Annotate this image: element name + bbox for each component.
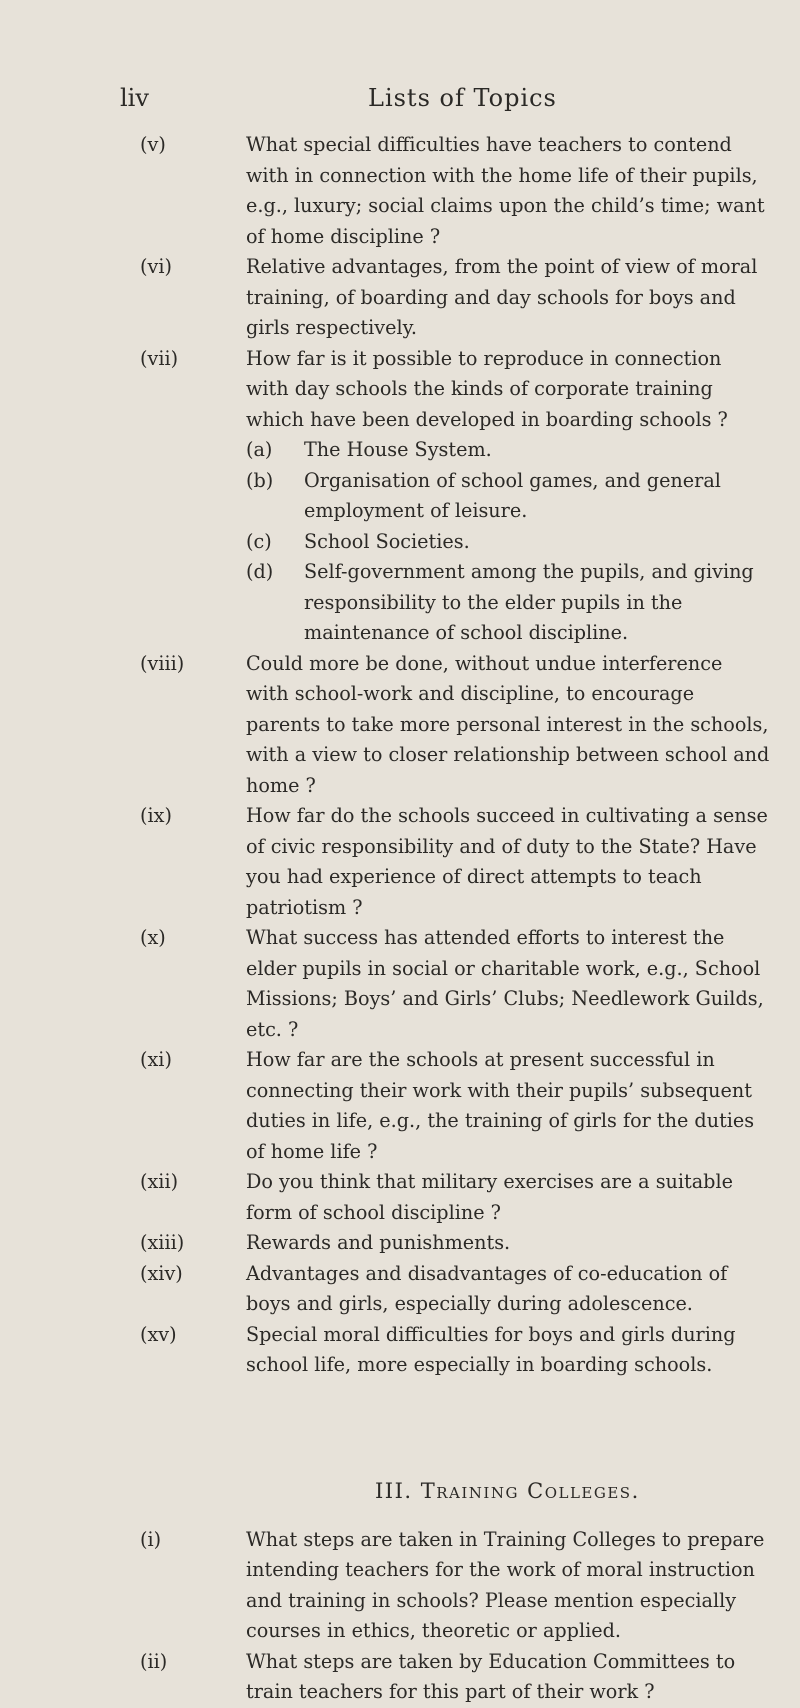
item-text: What steps are taken by Education Committees to train teachers for this part of their work ? xyxy=(246,1649,736,1703)
question-item xyxy=(0,1647,800,1708)
sub-question-item xyxy=(0,527,800,558)
item-text: Organisation of school games, and general employment of leisure. xyxy=(304,468,721,522)
section-heading: III. Training Colleges. xyxy=(375,1478,640,1503)
item-numeral: (vi) xyxy=(140,255,172,278)
item-numeral: (c) xyxy=(246,529,272,553)
item-numeral: (xi) xyxy=(140,1048,172,1071)
item-numeral: (viii) xyxy=(140,651,185,675)
item-text: How far are the schools at present successful in connecting their work with their pupils’ subsequent duties in life, e.g., the training of girls for the duties of home life ? xyxy=(246,1048,755,1163)
item-text: How far is it possible to reproduce in connection with day schools the kinds of corporate training which have been developed in boarding schools ? xyxy=(246,346,728,431)
item-text: School Societies. xyxy=(304,529,470,553)
question-item xyxy=(0,649,800,802)
item-numeral: (xii) xyxy=(140,1170,179,1193)
question-item xyxy=(0,1228,800,1259)
running-title: Lists of Topics xyxy=(368,84,557,112)
item-text: Could more be done, without undue interference with school-work and discipline, to encourage parents to take more personal interest in the schools, with a view to closer relationship between school and home ? xyxy=(246,651,770,797)
page-number: liv xyxy=(120,84,149,112)
question-item xyxy=(0,344,800,436)
question-item xyxy=(0,1167,800,1228)
sub-question-item xyxy=(0,557,800,649)
item-numeral: (ii) xyxy=(140,1649,168,1673)
item-numeral: (vii) xyxy=(140,346,179,370)
question-item xyxy=(0,801,800,923)
item-numeral: (b) xyxy=(246,468,274,492)
sub-question-list xyxy=(0,435,800,649)
question-item xyxy=(0,252,800,344)
page-body xyxy=(0,130,800,1708)
question-item xyxy=(0,1320,800,1381)
item-numeral: (a) xyxy=(246,438,273,461)
item-text: Self-government among the pupils, and giving responsibility to the elder pupils in the maintenance of school discipline. xyxy=(304,560,754,644)
item-text: What special difficulties have teachers to contend with in connection with the home life of their pupils, e.g., luxury; social claims upon the child’s time; want of home discipline ? xyxy=(246,133,765,248)
item-text: Advantages and disadvantages of co-education of boys and girls, especially during adolescence. xyxy=(246,1261,728,1315)
item-text: Relative advantages, from the point of view of moral training, of boarding and day schools for boys and girls respectively. xyxy=(246,255,758,339)
running-head xyxy=(0,84,800,124)
item-numeral: (ix) xyxy=(140,804,172,827)
question-item xyxy=(0,923,800,1045)
question-item xyxy=(0,1525,800,1647)
question-list-part1 xyxy=(0,130,800,435)
item-text: Rewards and punishments. xyxy=(246,1231,511,1254)
item-text: Do you think that military exercises are a suitable form of school discipline ? xyxy=(246,1170,733,1224)
sub-question-item xyxy=(0,435,800,466)
sub-question-item xyxy=(0,466,800,527)
question-item xyxy=(0,1045,800,1167)
item-text: What success has attended efforts to interest the elder pupils in social or charitable work, e.g., School Missions; Boys’ and Girls’ Clubs; Needlework Guilds, etc. ? xyxy=(246,926,764,1041)
item-numeral: (xv) xyxy=(140,1322,177,1346)
item-numeral: (x) xyxy=(140,926,166,949)
item-numeral: (v) xyxy=(140,133,166,156)
item-numeral: (i) xyxy=(140,1527,162,1551)
item-text: How far do the schools succeed in cultivating a sense of civic responsibility and of duty to the State? Have you had experience of direct attempts to teach patriotism ? xyxy=(246,804,768,919)
item-text: Special moral difficulties for boys and girls during school life, more especially in boarding schools. xyxy=(246,1322,736,1376)
item-numeral: (d) xyxy=(246,560,274,583)
item-numeral: (xiv) xyxy=(140,1261,183,1285)
question-list-part3 xyxy=(0,1525,800,1708)
question-item xyxy=(0,130,800,252)
question-list-part2 xyxy=(0,649,800,1381)
question-item xyxy=(0,1259,800,1320)
item-text: The House System. xyxy=(304,438,492,461)
item-text: What steps are taken in Training Colleges to prepare intending teachers for the work of moral instruction and training in schools? Please mention especially courses in ethics, theoretic or applied. xyxy=(246,1527,765,1642)
item-numeral: (xiii) xyxy=(140,1231,185,1254)
